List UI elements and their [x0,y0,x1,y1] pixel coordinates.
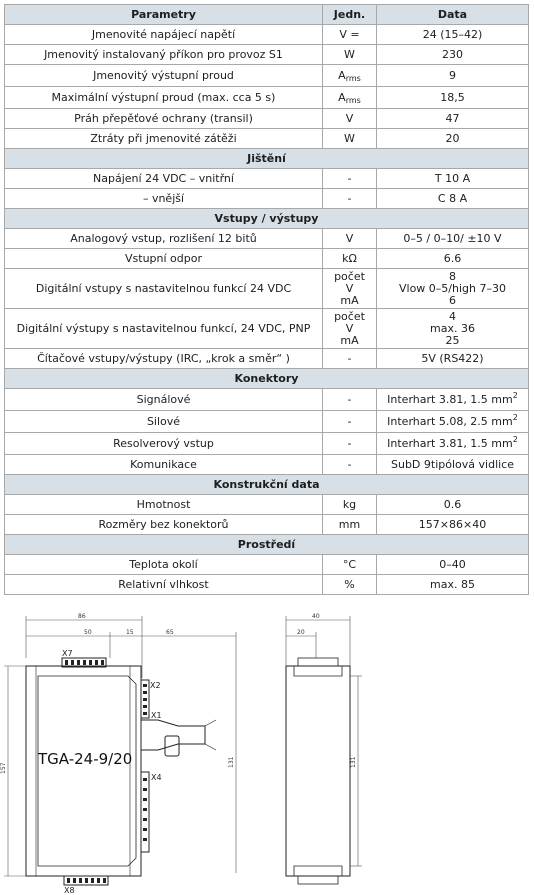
unit-text: kΩ [342,251,357,265]
table-row [5,433,529,455]
unit-cell [323,389,377,411]
unit-text: V [345,231,354,245]
table-row [5,389,529,411]
table-row [5,189,529,209]
table-row [5,25,529,45]
value-cell [377,87,529,109]
device-label: TGA-24-9/20 [38,750,133,768]
value-superscript: 2 [512,390,518,400]
value-text: 47 [445,111,460,125]
dim-c: 65 [166,629,174,636]
value-text: 5V (RS422) [421,351,484,365]
value-text: 20 [445,131,460,145]
param-cell: Ztráty při jmenovité zátěži [5,129,323,149]
value-superscript: 2 [512,434,518,444]
unit-text: kg [342,497,357,511]
label-x1: X1 [151,711,162,720]
unit-text: mm [338,517,361,531]
param-cell: Relativní vlhkost [5,575,323,595]
value-cell [377,109,529,129]
unit-text: - [347,392,352,406]
table-header [5,5,529,25]
spec-table [4,4,529,595]
param-cell: Analogový vstup, rozlišení 12 bitů [5,229,323,249]
label-x4: X4 [151,773,162,782]
value-text: 4 max. 36 25 [430,309,475,347]
value-cell [377,495,529,515]
value-text: max. 85 [430,577,475,591]
col-header-unit: Jedn. [323,5,377,25]
unit-text: - [347,191,352,205]
label-x2: X2 [150,681,161,690]
col-header-data: Data [377,5,529,25]
unit-cell [323,411,377,433]
unit-cell [323,455,377,475]
section-header [5,369,529,389]
unit-text: - [347,351,352,365]
value-superscript: 2 [512,412,518,422]
unit-cell [323,309,377,349]
param-cell: Vstupní odpor [5,249,323,269]
value-cell [377,25,529,45]
unit-cell [323,129,377,149]
table-row [5,129,529,149]
unit-text: - [347,457,352,471]
unit-cell [323,25,377,45]
table-row [5,45,529,65]
section-title: Vstupy / výstupy [5,209,529,229]
connector-x1-shape [141,720,205,750]
unit-text: W [344,131,355,145]
param-cell: Komunikace [5,455,323,475]
unit-text: W [344,47,355,61]
unit-cell [323,433,377,455]
unit-cell [323,495,377,515]
unit-cell [323,87,377,109]
table-row [5,515,529,535]
section-title: Konstrukční data [5,475,529,495]
table-row [5,269,529,309]
param-cell: Čítačové vstupy/výstupy (IRC, „krok a směr“ ) [5,349,323,369]
value-cell [377,45,529,65]
dim-width: 86 [78,613,86,620]
param-cell: Jmenovitý výstupní proud [5,65,323,87]
value-text: T 10 A [434,171,471,185]
table-row [5,575,529,595]
value-cell [377,411,529,433]
spec-body [5,25,529,595]
value-text: Interhart 3.81, 1.5 mm [387,392,513,406]
value-text: 157×86×40 [418,517,487,531]
table-row [5,109,529,129]
section-header [5,149,529,169]
param-cell: Hmotnost [5,495,323,515]
front-view-body [26,666,141,876]
unit-cell [323,65,377,87]
dim-side-width: 40 [312,613,320,620]
param-cell: Signálové [5,389,323,411]
table-row [5,455,529,475]
unit-text: - [347,436,352,450]
param-cell: Digitální výstupy s nastavitelnou funkcí, 24 VDC, PNP [5,309,323,349]
value-text: 18,5 [440,90,465,104]
unit-cell [323,349,377,369]
value-text: 24 (15–42) [422,27,483,41]
value-text: Interhart 5.08, 2.5 mm [387,414,513,428]
value-cell [377,249,529,269]
value-cell [377,129,529,149]
unit-text: V [345,111,354,125]
table-row [5,249,529,269]
dim-side-inner: 131 [350,756,357,768]
value-cell [377,189,529,209]
table-row [5,555,529,575]
section-title: Jištění [5,149,529,169]
value-cell [377,389,529,411]
value-text: 230 [442,47,463,61]
unit-cell [323,515,377,535]
table-row [5,349,529,369]
table-row [5,229,529,249]
value-text: C 8 A [437,191,468,205]
unit-cell [323,269,377,309]
table-row [5,169,529,189]
unit-cell [323,109,377,129]
value-text: 8 Vlow 0–5/high 7–30 6 [399,269,506,307]
value-cell [377,455,529,475]
dim-a: 50 [84,629,92,636]
value-cell [377,515,529,535]
param-cell: – vnější [5,189,323,209]
unit-text: - [347,414,352,428]
dim-side-a: 20 [297,629,305,636]
section-header [5,475,529,495]
value-cell [377,169,529,189]
label-x8: X8 [64,886,75,895]
unit-subscript: rms [345,95,361,105]
table-row [5,65,529,87]
value-text: 6.6 [443,251,462,265]
param-cell: Jmenovité napájecí napětí [5,25,323,45]
section-header [5,535,529,555]
value-text: 0–5 / 0–10/ ±10 V [403,231,502,245]
param-cell: Napájení 24 VDC – vnitřní [5,169,323,189]
value-cell [377,555,529,575]
dimension-drawing [0,608,534,895]
unit-text: % [344,577,355,591]
value-text: 9 [449,68,456,82]
unit-text: V = [339,27,360,41]
param-cell: Resolverový vstup [5,433,323,455]
unit-text: A [338,68,346,82]
dim-inner: 131 [228,756,235,768]
value-text: Interhart 3.81, 1.5 mm [387,436,513,450]
unit-cell [323,189,377,209]
front-panel-outline [38,676,136,866]
param-cell: Silové [5,411,323,433]
unit-cell [323,575,377,595]
value-text: 0.6 [443,497,462,511]
table-row [5,411,529,433]
label-x7: X7 [62,649,73,658]
value-cell [377,575,529,595]
table-row [5,309,529,349]
unit-text: °C [342,557,357,571]
value-cell [377,349,529,369]
unit-cell [323,169,377,189]
table-row [5,87,529,109]
value-cell [377,229,529,249]
dim-b: 15 [126,629,134,636]
unit-text: počet V mA [334,269,365,307]
connector-pins [65,660,147,883]
section-title: Konektory [5,369,529,389]
unit-cell [323,249,377,269]
section-title: Prostředí [5,535,529,555]
param-cell: Rozměry bez konektorů [5,515,323,535]
param-cell: Maximální výstupní proud (max. cca 5 s) [5,87,323,109]
value-cell [377,65,529,87]
param-cell: Práh přepěťové ochrany (transil) [5,109,323,129]
param-cell: Jmenovitý instalovaný příkon pro provoz S1 [5,45,323,65]
value-text: SubD 9tipólová vidlice [391,457,514,471]
unit-text: - [347,171,352,185]
table-row [5,495,529,515]
dim-height: 157 [0,762,7,774]
param-cell: Teplota okolí [5,555,323,575]
col-header-param: Parametry [5,5,323,25]
value-cell [377,433,529,455]
unit-cell [323,555,377,575]
section-header [5,209,529,229]
unit-cell [323,229,377,249]
unit-subscript: rms [345,73,361,83]
unit-cell [323,45,377,65]
param-cell: Digitální vstupy s nastavitelnou funkcí 24 VDC [5,269,323,309]
value-text: 0–40 [439,557,466,571]
side-view-body [286,666,350,876]
unit-text: A [338,90,346,104]
value-cell [377,269,529,309]
unit-text: počet V mA [334,309,365,347]
value-cell [377,309,529,349]
